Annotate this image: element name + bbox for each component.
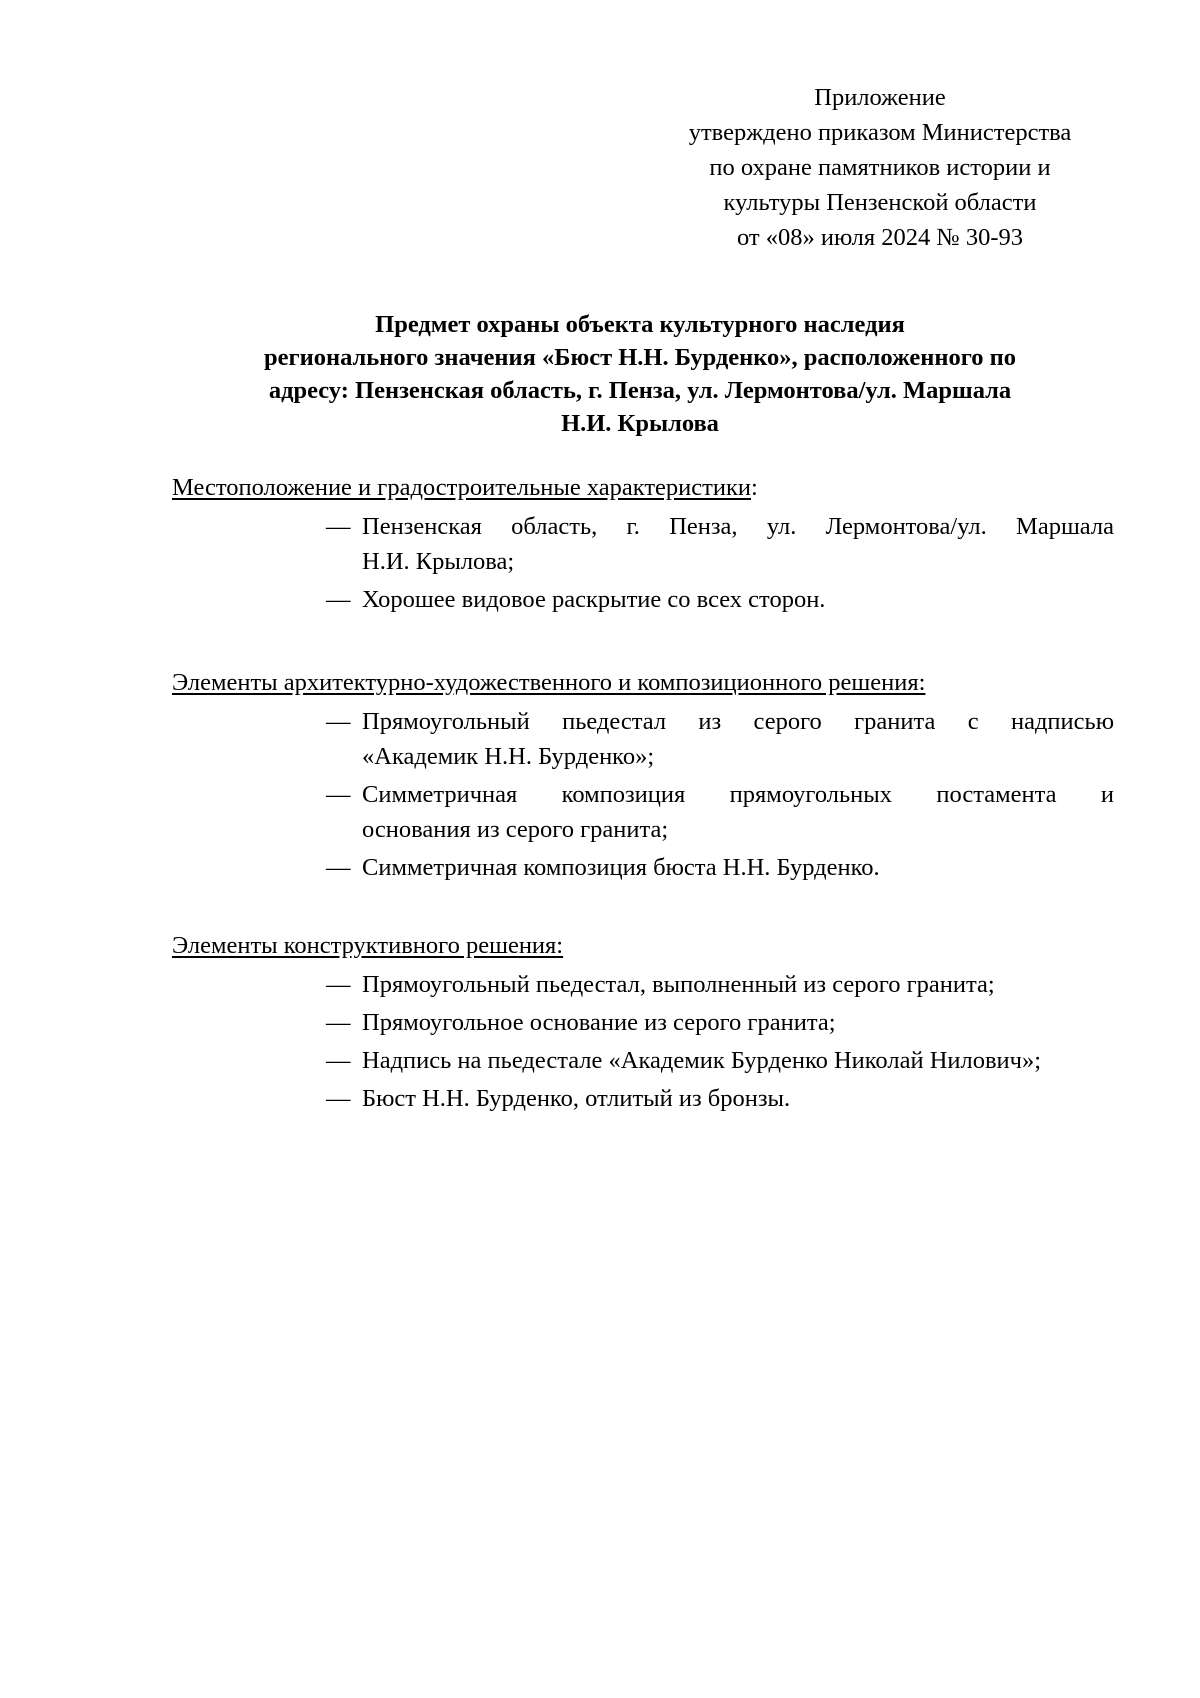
dash-bullet: — xyxy=(326,708,351,735)
item-line: Прямоугольное основание из серого гранита; xyxy=(362,1009,836,1036)
approval-line: от «08» июля 2024 № 30-93 xyxy=(736,224,1024,251)
item-line: «Академик Н.Н. Бурденко»; xyxy=(362,743,655,770)
item-text xyxy=(362,1081,1114,1116)
section-heading: Элементы конструктивного решения: xyxy=(172,932,564,959)
item-text xyxy=(362,582,1114,617)
section-architecture xyxy=(172,665,1122,888)
dash-bullet: — xyxy=(326,854,351,881)
dash-bullet: — xyxy=(326,513,351,540)
section-heading-suffix: : xyxy=(751,474,758,501)
dash-bullet: — xyxy=(326,781,351,808)
dash-bullet: — xyxy=(326,1047,351,1074)
list-item xyxy=(326,1081,1114,1116)
item-text xyxy=(362,704,1114,774)
item-text xyxy=(362,777,1114,847)
list-item xyxy=(326,704,1114,774)
item-line: Надпись на пьедестале «Академик Бурденко Николай Нилович»; xyxy=(362,1047,1042,1074)
item-line: Симметричная композиция бюста Н.Н. Бурденко. xyxy=(362,854,880,881)
section-heading: Местоположение и градостроительные характеристики xyxy=(172,474,751,501)
approval-line: культуры Пензенской области xyxy=(723,189,1037,216)
section-heading-row xyxy=(172,665,1122,700)
item-list xyxy=(172,967,1122,1116)
item-text xyxy=(362,1043,1114,1078)
item-list xyxy=(172,704,1122,885)
item-line: Симметричная композиция прямоугольных постамента и xyxy=(362,781,1114,808)
list-item xyxy=(326,1043,1114,1078)
title-line: регионального значения «Бюст Н.Н. Бурденко», расположенного по xyxy=(263,344,1017,371)
item-line: Прямоугольный пьедестал из серого гранита с надписью xyxy=(362,708,1114,735)
dash-bullet: — xyxy=(326,1009,351,1036)
item-line: Прямоугольный пьедестал, выполненный из серого гранита; xyxy=(362,971,995,998)
item-text xyxy=(362,509,1114,579)
item-text xyxy=(362,967,1114,1002)
list-item xyxy=(326,777,1114,847)
approval-line: Приложение xyxy=(814,84,946,111)
title-line: Н.И. Крылова xyxy=(561,410,719,437)
dash-bullet: — xyxy=(326,586,351,613)
list-item xyxy=(326,850,1114,885)
list-item xyxy=(326,582,1114,617)
item-line: Хорошее видовое раскрытие со всех сторон. xyxy=(362,586,826,613)
title-line: Предмет охраны объекта культурного наследия xyxy=(375,311,905,338)
section-heading: Элементы архитектурно-художественного и композиционного решения: xyxy=(172,669,926,696)
item-line: Н.И. Крылова; xyxy=(362,548,515,575)
section-heading-row xyxy=(172,928,1122,963)
dash-bullet: — xyxy=(326,971,351,998)
approval-block xyxy=(650,80,1110,255)
list-item xyxy=(326,1005,1114,1040)
item-line: Бюст Н.Н. Бурденко, отлитый из бронзы. xyxy=(362,1085,791,1112)
section-location xyxy=(172,470,1122,620)
list-item xyxy=(326,509,1114,579)
item-line: Пензенская область, г. Пенза, ул. Лермонтова/ул. Маршала xyxy=(362,513,1114,540)
dash-bullet: — xyxy=(326,1085,351,1112)
approval-line: утверждено приказом Министерства xyxy=(688,119,1072,146)
item-list xyxy=(172,509,1122,617)
item-line: основания из серого гранита; xyxy=(362,816,669,843)
section-construction xyxy=(172,928,1122,1119)
section-heading-row xyxy=(172,470,1122,505)
approval-line: по охране памятников истории и xyxy=(709,154,1051,181)
item-text xyxy=(362,850,1114,885)
title-line: адресу: Пензенская область, г. Пенза, ул. Лермонтова/ул. Маршала xyxy=(268,377,1012,404)
document-title xyxy=(170,308,1110,440)
list-item xyxy=(326,967,1114,1002)
item-text xyxy=(362,1005,1114,1040)
